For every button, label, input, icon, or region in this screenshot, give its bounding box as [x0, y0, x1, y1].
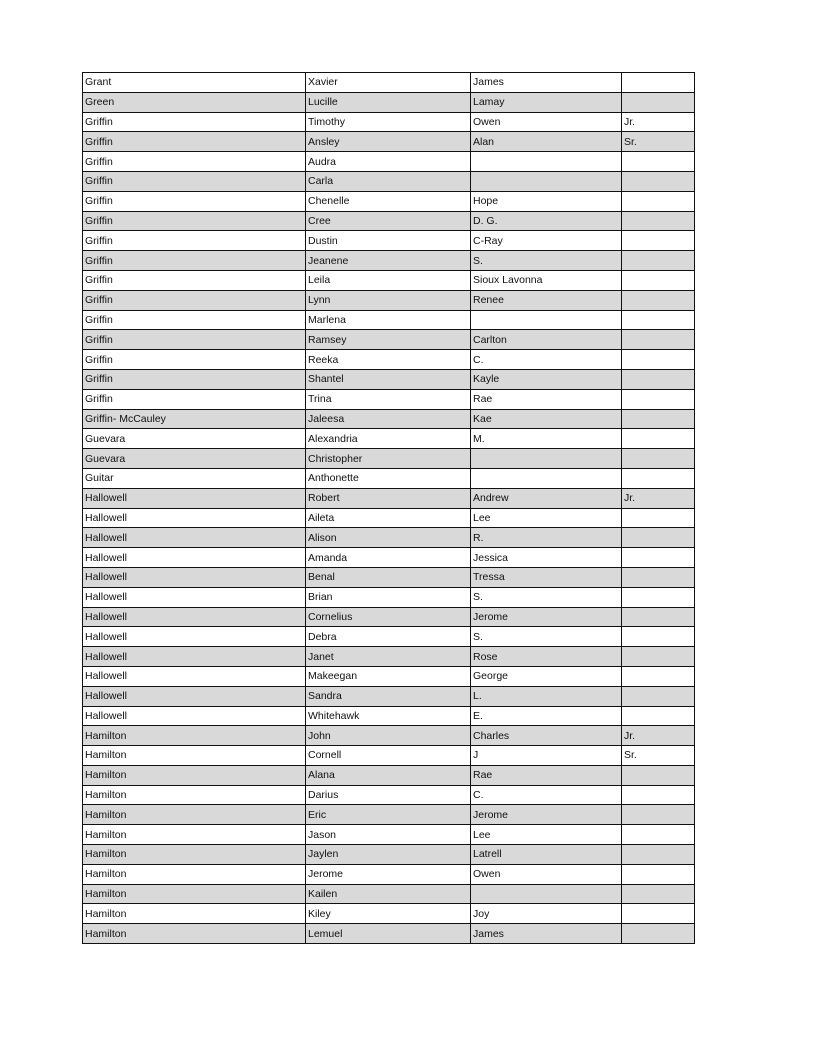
- table-row: [83, 251, 695, 271]
- last-name-cell: Griffin: [83, 211, 306, 231]
- first-name-cell: Jaleesa: [306, 409, 471, 429]
- first-name-cell: Ansley: [306, 132, 471, 152]
- table-row: [83, 627, 695, 647]
- last-name-cell: Griffin: [83, 270, 306, 290]
- last-name-cell: Hamilton: [83, 845, 306, 865]
- suffix-cell: Jr.: [622, 488, 695, 508]
- last-name-cell: Griffin: [83, 251, 306, 271]
- middle-name-cell: D. G.: [471, 211, 622, 231]
- suffix-cell: [622, 92, 695, 112]
- table-row: [83, 310, 695, 330]
- suffix-cell: [622, 765, 695, 785]
- first-name-cell: Xavier: [306, 73, 471, 93]
- suffix-cell: [622, 191, 695, 211]
- last-name-cell: Hamilton: [83, 805, 306, 825]
- suffix-cell: [622, 845, 695, 865]
- last-name-cell: Guevara: [83, 429, 306, 449]
- suffix-cell: [622, 825, 695, 845]
- middle-name-cell: S.: [471, 627, 622, 647]
- first-name-cell: Jerome: [306, 864, 471, 884]
- first-name-cell: Aileta: [306, 508, 471, 528]
- last-name-cell: Griffin: [83, 389, 306, 409]
- first-name-cell: Cornell: [306, 746, 471, 766]
- last-name-cell: Hamilton: [83, 864, 306, 884]
- table-row: [83, 409, 695, 429]
- suffix-cell: [622, 468, 695, 488]
- table-row: [83, 845, 695, 865]
- first-name-cell: Trina: [306, 389, 471, 409]
- last-name-cell: Hallowell: [83, 488, 306, 508]
- middle-name-cell: Joy: [471, 904, 622, 924]
- suffix-cell: [622, 152, 695, 172]
- table-row: [83, 706, 695, 726]
- first-name-cell: Amanda: [306, 548, 471, 568]
- suffix-cell: [622, 805, 695, 825]
- table-row: [83, 825, 695, 845]
- first-name-cell: John: [306, 726, 471, 746]
- table-row: [83, 528, 695, 548]
- first-name-cell: Brian: [306, 587, 471, 607]
- table-row: [83, 389, 695, 409]
- middle-name-cell: James: [471, 73, 622, 93]
- last-name-cell: Hamilton: [83, 746, 306, 766]
- middle-name-cell: Alan: [471, 132, 622, 152]
- last-name-cell: Hallowell: [83, 528, 306, 548]
- last-name-cell: Hallowell: [83, 706, 306, 726]
- suffix-cell: Sr.: [622, 746, 695, 766]
- first-name-cell: Lynn: [306, 290, 471, 310]
- last-name-cell: Griffin- McCauley: [83, 409, 306, 429]
- last-name-cell: Griffin: [83, 310, 306, 330]
- suffix-cell: [622, 171, 695, 191]
- middle-name-cell: Latrell: [471, 845, 622, 865]
- middle-name-cell: Owen: [471, 112, 622, 132]
- suffix-cell: [622, 666, 695, 686]
- middle-name-cell: [471, 171, 622, 191]
- suffix-cell: [622, 409, 695, 429]
- table-row: [83, 864, 695, 884]
- suffix-cell: [622, 231, 695, 251]
- first-name-cell: Eric: [306, 805, 471, 825]
- suffix-cell: Jr.: [622, 112, 695, 132]
- first-name-cell: Cree: [306, 211, 471, 231]
- first-name-cell: Kailen: [306, 884, 471, 904]
- first-name-cell: Carla: [306, 171, 471, 191]
- middle-name-cell: R.: [471, 528, 622, 548]
- middle-name-cell: [471, 449, 622, 469]
- middle-name-cell: Renee: [471, 290, 622, 310]
- table-row: [83, 429, 695, 449]
- table-row: [83, 152, 695, 172]
- suffix-cell: [622, 270, 695, 290]
- middle-name-cell: Rose: [471, 647, 622, 667]
- middle-name-cell: [471, 152, 622, 172]
- table-row: [83, 191, 695, 211]
- last-name-cell: Griffin: [83, 112, 306, 132]
- table-row: [83, 369, 695, 389]
- last-name-cell: Griffin: [83, 290, 306, 310]
- last-name-cell: Griffin: [83, 171, 306, 191]
- table-row: [83, 330, 695, 350]
- middle-name-cell: C-Ray: [471, 231, 622, 251]
- middle-name-cell: Lamay: [471, 92, 622, 112]
- last-name-cell: Guevara: [83, 449, 306, 469]
- suffix-cell: Sr.: [622, 132, 695, 152]
- table-row: [83, 548, 695, 568]
- table-row: [83, 607, 695, 627]
- first-name-cell: Kiley: [306, 904, 471, 924]
- middle-name-cell: L.: [471, 686, 622, 706]
- first-name-cell: Marlena: [306, 310, 471, 330]
- last-name-cell: Hallowell: [83, 567, 306, 587]
- middle-name-cell: Rae: [471, 389, 622, 409]
- first-name-cell: Ramsey: [306, 330, 471, 350]
- middle-name-cell: George: [471, 666, 622, 686]
- table-row: [83, 468, 695, 488]
- first-name-cell: Alexandria: [306, 429, 471, 449]
- middle-name-cell: Rae: [471, 765, 622, 785]
- suffix-cell: [622, 528, 695, 548]
- middle-name-cell: James: [471, 924, 622, 944]
- suffix-cell: [622, 290, 695, 310]
- suffix-cell: [622, 251, 695, 271]
- last-name-cell: Hallowell: [83, 508, 306, 528]
- table-row: [83, 112, 695, 132]
- table-row: [83, 884, 695, 904]
- middle-name-cell: Sioux Lavonna: [471, 270, 622, 290]
- middle-name-cell: Kae: [471, 409, 622, 429]
- middle-name-cell: Jessica: [471, 548, 622, 568]
- suffix-cell: [622, 548, 695, 568]
- middle-name-cell: Hope: [471, 191, 622, 211]
- first-name-cell: Anthonette: [306, 468, 471, 488]
- suffix-cell: [622, 567, 695, 587]
- suffix-cell: [622, 330, 695, 350]
- suffix-cell: [622, 449, 695, 469]
- suffix-cell: [622, 211, 695, 231]
- middle-name-cell: J: [471, 746, 622, 766]
- table-row: [83, 449, 695, 469]
- last-name-cell: Hallowell: [83, 548, 306, 568]
- suffix-cell: Jr.: [622, 726, 695, 746]
- suffix-cell: [622, 607, 695, 627]
- middle-name-cell: E.: [471, 706, 622, 726]
- last-name-cell: Griffin: [83, 350, 306, 370]
- suffix-cell: [622, 884, 695, 904]
- table-row: [83, 231, 695, 251]
- suffix-cell: [622, 627, 695, 647]
- suffix-cell: [622, 785, 695, 805]
- last-name-cell: Griffin: [83, 152, 306, 172]
- table-row: [83, 350, 695, 370]
- first-name-cell: Cornelius: [306, 607, 471, 627]
- suffix-cell: [622, 350, 695, 370]
- table-row: [83, 171, 695, 191]
- table-row: [83, 488, 695, 508]
- first-name-cell: Christopher: [306, 449, 471, 469]
- table-row: [83, 785, 695, 805]
- middle-name-cell: [471, 310, 622, 330]
- first-name-cell: Debra: [306, 627, 471, 647]
- middle-name-cell: Kayle: [471, 369, 622, 389]
- last-name-cell: Grant: [83, 73, 306, 93]
- first-name-cell: Jeanene: [306, 251, 471, 271]
- middle-name-cell: Jerome: [471, 607, 622, 627]
- middle-name-cell: C.: [471, 350, 622, 370]
- table-row: [83, 132, 695, 152]
- first-name-cell: Chenelle: [306, 191, 471, 211]
- last-name-cell: Hallowell: [83, 686, 306, 706]
- middle-name-cell: M.: [471, 429, 622, 449]
- middle-name-cell: [471, 468, 622, 488]
- table-row: [83, 647, 695, 667]
- last-name-cell: Hamilton: [83, 924, 306, 944]
- suffix-cell: [622, 73, 695, 93]
- last-name-cell: Guitar: [83, 468, 306, 488]
- suffix-cell: [622, 389, 695, 409]
- table-row: [83, 765, 695, 785]
- last-name-cell: Hallowell: [83, 647, 306, 667]
- middle-name-cell: Lee: [471, 508, 622, 528]
- last-name-cell: Griffin: [83, 191, 306, 211]
- table-row: [83, 746, 695, 766]
- last-name-cell: Hallowell: [83, 627, 306, 647]
- last-name-cell: Griffin: [83, 330, 306, 350]
- last-name-cell: Hallowell: [83, 666, 306, 686]
- last-name-cell: Green: [83, 92, 306, 112]
- middle-name-cell: Andrew: [471, 488, 622, 508]
- middle-name-cell: Jerome: [471, 805, 622, 825]
- roster-body: [83, 73, 695, 944]
- first-name-cell: Janet: [306, 647, 471, 667]
- middle-name-cell: Tressa: [471, 567, 622, 587]
- suffix-cell: [622, 429, 695, 449]
- middle-name-cell: Owen: [471, 864, 622, 884]
- first-name-cell: Whitehawk: [306, 706, 471, 726]
- middle-name-cell: S.: [471, 251, 622, 271]
- last-name-cell: Griffin: [83, 231, 306, 251]
- last-name-cell: Hamilton: [83, 904, 306, 924]
- first-name-cell: Leila: [306, 270, 471, 290]
- first-name-cell: Sandra: [306, 686, 471, 706]
- suffix-cell: [622, 706, 695, 726]
- middle-name-cell: S.: [471, 587, 622, 607]
- table-row: [83, 211, 695, 231]
- last-name-cell: Hamilton: [83, 884, 306, 904]
- suffix-cell: [622, 369, 695, 389]
- table-row: [83, 686, 695, 706]
- last-name-cell: Hallowell: [83, 587, 306, 607]
- first-name-cell: Audra: [306, 152, 471, 172]
- first-name-cell: Dustin: [306, 231, 471, 251]
- table-row: [83, 587, 695, 607]
- table-row: [83, 508, 695, 528]
- middle-name-cell: [471, 884, 622, 904]
- first-name-cell: Shantel: [306, 369, 471, 389]
- first-name-cell: Darius: [306, 785, 471, 805]
- middle-name-cell: Charles: [471, 726, 622, 746]
- last-name-cell: Griffin: [83, 132, 306, 152]
- last-name-cell: Hamilton: [83, 765, 306, 785]
- table-row: [83, 567, 695, 587]
- first-name-cell: Makeegan: [306, 666, 471, 686]
- first-name-cell: Jason: [306, 825, 471, 845]
- table-row: [83, 290, 695, 310]
- last-name-cell: Hallowell: [83, 607, 306, 627]
- suffix-cell: [622, 587, 695, 607]
- table-row: [83, 805, 695, 825]
- last-name-cell: Hamilton: [83, 785, 306, 805]
- suffix-cell: [622, 864, 695, 884]
- middle-name-cell: C.: [471, 785, 622, 805]
- table-row: [83, 904, 695, 924]
- first-name-cell: Alison: [306, 528, 471, 548]
- suffix-cell: [622, 904, 695, 924]
- first-name-cell: Lucille: [306, 92, 471, 112]
- suffix-cell: [622, 924, 695, 944]
- last-name-cell: Hamilton: [83, 726, 306, 746]
- table-row: [83, 666, 695, 686]
- last-name-cell: Griffin: [83, 369, 306, 389]
- table-row: [83, 92, 695, 112]
- middle-name-cell: Carlton: [471, 330, 622, 350]
- first-name-cell: Robert: [306, 488, 471, 508]
- first-name-cell: Timothy: [306, 112, 471, 132]
- name-roster-table: [82, 72, 695, 944]
- suffix-cell: [622, 508, 695, 528]
- first-name-cell: Jaylen: [306, 845, 471, 865]
- table-row: [83, 270, 695, 290]
- first-name-cell: Reeka: [306, 350, 471, 370]
- table-row: [83, 726, 695, 746]
- table-row: [83, 924, 695, 944]
- table-row: [83, 73, 695, 93]
- first-name-cell: Alana: [306, 765, 471, 785]
- suffix-cell: [622, 647, 695, 667]
- first-name-cell: Benal: [306, 567, 471, 587]
- suffix-cell: [622, 686, 695, 706]
- middle-name-cell: Lee: [471, 825, 622, 845]
- last-name-cell: Hamilton: [83, 825, 306, 845]
- suffix-cell: [622, 310, 695, 330]
- first-name-cell: Lemuel: [306, 924, 471, 944]
